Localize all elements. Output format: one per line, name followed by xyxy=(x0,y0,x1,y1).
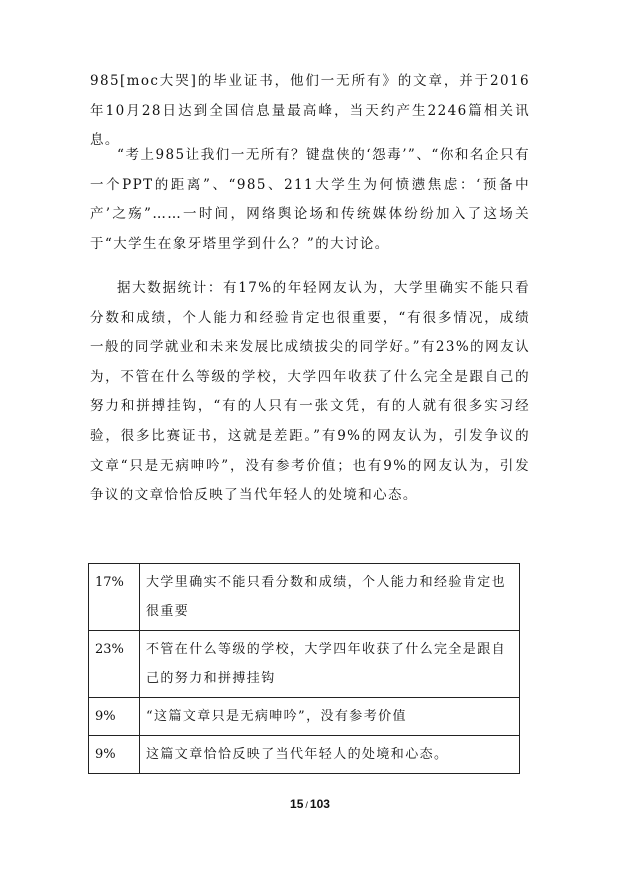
percentage-cell: 9% xyxy=(89,698,140,736)
opinion-cell: 大学里确实不能只看分数和成绩，个人能力和经验肯定也很重要 xyxy=(140,564,520,631)
paragraph-continued: 985[moc大哭]的毕业证书，他们一无所有》的文章，并于2016年10月28日达到全国信息量最高峰，当天约产生2246篇相关讯息。 xyxy=(90,73,530,149)
opinion-cell: 不管在什么等级的学校，大学四年收获了什么完全是跟自己的努力和拼搏挂钩 xyxy=(140,631,520,698)
table-row xyxy=(89,564,520,631)
opinion-cell: 这篇文章恰恰反映了当代年轻人的处境和心态。 xyxy=(140,736,520,774)
opinion-table xyxy=(88,563,520,774)
table-row xyxy=(89,698,520,736)
total-pages: 103 xyxy=(309,797,330,811)
percentage-cell: 23% xyxy=(89,631,140,698)
page-number xyxy=(0,797,620,811)
paragraph-headlines: “考上985让我们一无所有？键盘侠的‘怨毒’”、“你和名企只有一个PPT的距离”、“985、211大学生为何愤懑焦虑：‘预备中产’之殇”……一时间，网络舆论场和传统媒体纷纷加入了这场关于“大学生在象牙塔里学到什么？”的大讨论。 xyxy=(90,147,530,252)
paragraph-statistics: 据大数据统计：有17%的年轻网友认为，大学里确实不能只看分数和成绩，个人能力和经验肯定也很重要，“有很多情况，成绩一般的同学就业和未来发展比成绩拔尖的同学好。”有23%的网友认为，不管在什么等级的学校，大学四年收获了什么完全是跟自己的努力和拼搏挂钩，“有的人只有一张文凭，有的人就有很多实习经验，很多比赛证书，这就是差距。”有9%的网友认为，引发争议的文章“只是无病呻吟”，没有参考价值；也有9%的网友认为，引发争议的文章恰恰反映了当代年轻人的处境和心态。 xyxy=(90,280,530,504)
percentage-cell: 9% xyxy=(89,736,140,774)
opinion-cell: “这篇文章只是无病呻吟”，没有参考价值 xyxy=(140,698,520,736)
page-separator: / xyxy=(305,800,308,810)
percentage-cell: 17% xyxy=(89,564,140,631)
table-row xyxy=(89,736,520,774)
table-row xyxy=(89,631,520,698)
current-page: 15 xyxy=(290,797,304,811)
